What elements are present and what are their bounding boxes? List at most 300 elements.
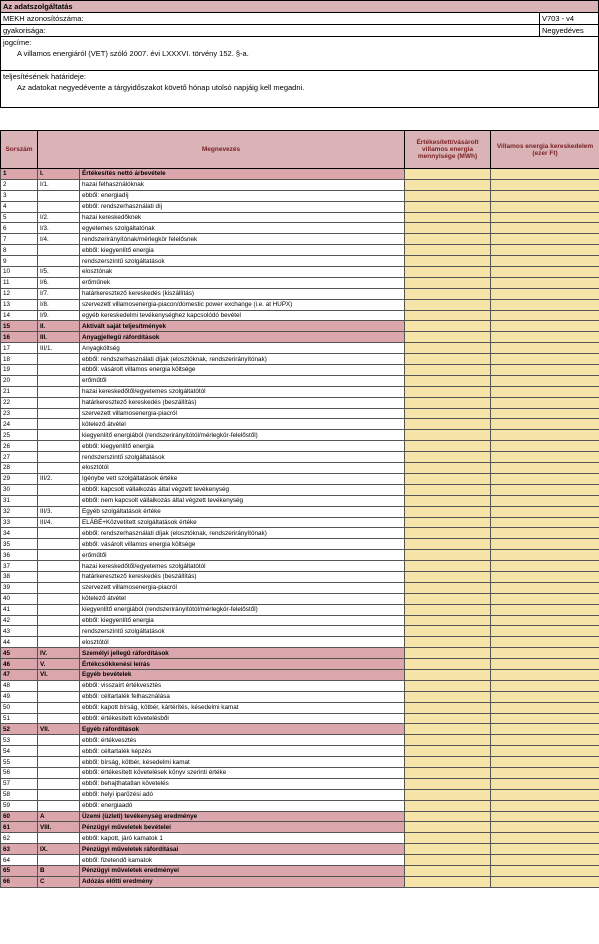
mwh-input-cell[interactable]	[405, 571, 491, 582]
row-number: 53	[1, 735, 38, 746]
table-row	[1, 267, 599, 278]
row-number: 40	[1, 593, 38, 604]
mwh-input-cell[interactable]	[405, 844, 491, 855]
row-number: 17	[1, 343, 38, 354]
ezer-ft-input-cell[interactable]	[491, 680, 599, 691]
mwh-input-cell[interactable]	[405, 245, 491, 256]
row-code	[38, 190, 80, 201]
mwh-input-cell[interactable]	[405, 669, 491, 680]
ezer-ft-input-cell[interactable]	[491, 702, 599, 713]
ezer-ft-input-cell[interactable]	[491, 463, 599, 474]
ezer-ft-input-cell[interactable]	[491, 800, 599, 811]
mwh-input-cell[interactable]	[405, 855, 491, 866]
ezer-ft-input-cell[interactable]	[491, 637, 599, 648]
mwh-input-cell[interactable]	[405, 539, 491, 550]
mwh-input-cell[interactable]	[405, 473, 491, 484]
row-number: 29	[1, 473, 38, 484]
row-label: rendszerirányítónak/mérlegkör felelősnek	[80, 234, 405, 245]
row-number: 3	[1, 190, 38, 201]
ezer-ft-input-cell[interactable]	[491, 343, 599, 354]
mwh-input-cell[interactable]	[405, 680, 491, 691]
table-row	[1, 256, 599, 267]
table-row	[1, 212, 599, 223]
row-number: 2	[1, 179, 38, 190]
frequency-value: Negyedéves	[539, 25, 598, 36]
row-number: 16	[1, 332, 38, 343]
row-label: Üzemi (üzleti) tevékenység eredménye	[80, 811, 405, 822]
mwh-input-cell[interactable]	[405, 767, 491, 778]
mwh-input-cell[interactable]	[405, 724, 491, 735]
row-number: 65	[1, 866, 38, 877]
ezer-ft-input-cell[interactable]	[491, 190, 599, 201]
ezer-ft-input-cell[interactable]	[491, 757, 599, 768]
row-label: határkeresztező kereskedés (beszállítás)	[80, 397, 405, 408]
row-label: határkeresztező kereskedés (beszállítás)	[80, 571, 405, 582]
row-code: IX.	[38, 844, 80, 855]
ezer-ft-input-cell[interactable]	[491, 452, 599, 463]
spacer	[1, 93, 598, 107]
mwh-input-cell[interactable]	[405, 223, 491, 234]
row-number: 59	[1, 800, 38, 811]
table-row	[1, 528, 599, 539]
row-code	[38, 767, 80, 778]
table-row	[1, 539, 599, 550]
table-row	[1, 844, 599, 855]
row-label: ebből: céltartalék felhasználása	[80, 691, 405, 702]
table-row	[1, 833, 599, 844]
row-label: szervezett villamosenergia-piacról	[80, 582, 405, 593]
mwh-input-cell[interactable]	[405, 746, 491, 757]
table-row	[1, 604, 599, 615]
row-code: I/7.	[38, 288, 80, 299]
table-row	[1, 811, 599, 822]
row-number: 24	[1, 419, 38, 430]
ezer-ft-input-cell[interactable]	[491, 767, 599, 778]
row-label: egyéb kereskedelmi tevékenységhez kapcsolódó bevétel	[80, 310, 405, 321]
row-number: 18	[1, 354, 38, 365]
mwh-input-cell[interactable]	[405, 299, 491, 310]
mwh-input-cell[interactable]	[405, 822, 491, 833]
row-code: I/9.	[38, 310, 80, 321]
ezer-ft-input-cell[interactable]	[491, 778, 599, 789]
row-label: Pénzügyi műveletek eredményei	[80, 866, 405, 877]
row-label: ebből: kapott bírság, kötbér, kártérítés, késedelmi kamat	[80, 702, 405, 713]
row-label: ebből: értékesített követelések könyv szerinti értéke	[80, 767, 405, 778]
mwh-input-cell[interactable]	[405, 234, 491, 245]
data-table	[0, 130, 599, 888]
row-code: V.	[38, 659, 80, 670]
ezer-ft-input-cell[interactable]	[491, 321, 599, 332]
table-row	[1, 615, 599, 626]
ezer-ft-input-cell[interactable]	[491, 169, 599, 180]
row-code	[38, 245, 80, 256]
row-number: 37	[1, 561, 38, 572]
row-label: szervezett villamosenergia-piacról	[80, 408, 405, 419]
row-code	[38, 539, 80, 550]
ezer-ft-input-cell[interactable]	[491, 365, 599, 376]
row-code	[38, 365, 80, 376]
row-label: ebből: nem kapcsolt vállalkozás által végzett tevékenység	[80, 495, 405, 506]
row-number: 44	[1, 637, 38, 648]
row-code	[38, 604, 80, 615]
mwh-input-cell[interactable]	[405, 179, 491, 190]
row-label: ebből: céltartalék képzés	[80, 746, 405, 757]
row-label: Értékesítés nettó árbevétele	[80, 169, 405, 180]
mwh-input-cell[interactable]	[405, 615, 491, 626]
table-row	[1, 822, 599, 833]
mwh-input-cell[interactable]	[405, 550, 491, 561]
table-row	[1, 473, 599, 484]
mwh-input-cell[interactable]	[405, 277, 491, 288]
ezer-ft-input-cell[interactable]	[491, 223, 599, 234]
row-code	[38, 571, 80, 582]
mwh-input-cell[interactable]	[405, 212, 491, 223]
ezer-ft-input-cell[interactable]	[491, 539, 599, 550]
mwh-input-cell[interactable]	[405, 713, 491, 724]
ezer-ft-input-cell[interactable]	[491, 626, 599, 637]
table-row	[1, 277, 599, 288]
ezer-ft-input-cell[interactable]	[491, 506, 599, 517]
row-label: elosztótól	[80, 637, 405, 648]
mwh-input-cell[interactable]	[405, 691, 491, 702]
table-row	[1, 452, 599, 463]
row-code	[38, 626, 80, 637]
row-number: 64	[1, 855, 38, 866]
row-code	[38, 256, 80, 267]
row-label: hazai kereskedőtől/egyetemes szolgáltatótól	[80, 386, 405, 397]
mwh-input-cell[interactable]	[405, 375, 491, 386]
row-number: 15	[1, 321, 38, 332]
ezer-ft-input-cell[interactable]	[491, 735, 599, 746]
mwh-input-cell[interactable]	[405, 343, 491, 354]
mwh-input-cell[interactable]	[405, 354, 491, 365]
ezer-ft-input-cell[interactable]	[491, 561, 599, 572]
row-code	[38, 528, 80, 539]
ezer-ft-input-cell[interactable]	[491, 528, 599, 539]
ezer-ft-input-cell[interactable]	[491, 430, 599, 441]
ezer-ft-input-cell[interactable]	[491, 201, 599, 212]
row-number: 58	[1, 789, 38, 800]
mwh-input-cell[interactable]	[405, 604, 491, 615]
ezer-ft-input-cell[interactable]	[491, 604, 599, 615]
row-code: VIII.	[38, 822, 80, 833]
ezer-ft-input-cell[interactable]	[491, 855, 599, 866]
mwh-input-cell[interactable]	[405, 876, 491, 887]
mwh-input-cell[interactable]	[405, 441, 491, 452]
mekh-row	[1, 12, 598, 24]
row-label: ebből: vásárolt villamos energia költsége	[80, 539, 405, 550]
row-number: 14	[1, 310, 38, 321]
row-label: ebből: rendszerhasználati díjak (elosztóknak, rendszerirányítónak)	[80, 354, 405, 365]
ezer-ft-input-cell[interactable]	[491, 386, 599, 397]
ezer-ft-input-cell[interactable]	[491, 550, 599, 561]
row-code	[38, 593, 80, 604]
mwh-input-cell[interactable]	[405, 288, 491, 299]
table-row	[1, 746, 599, 757]
table-row	[1, 517, 599, 528]
row-number: 38	[1, 571, 38, 582]
row-label: ebből: bírság, kötbér, késedelmi kamat	[80, 757, 405, 768]
ezer-ft-input-cell[interactable]	[491, 615, 599, 626]
mwh-input-cell[interactable]	[405, 582, 491, 593]
row-code	[38, 778, 80, 789]
table-row	[1, 582, 599, 593]
ezer-ft-input-cell[interactable]	[491, 822, 599, 833]
row-label: ebből: kiegyenlítő energia	[80, 245, 405, 256]
deadline-label: teljesítésének határideje:	[1, 70, 598, 82]
row-number: 52	[1, 724, 38, 735]
ezer-ft-input-cell[interactable]	[491, 648, 599, 659]
ezer-ft-input-cell[interactable]	[491, 473, 599, 484]
ezer-ft-input-cell[interactable]	[491, 310, 599, 321]
col-header-kereskedelem: Villamos energia kereskedelem (ezer Ft)	[491, 131, 599, 169]
header-title: Az adatszolgáltatás	[1, 1, 598, 12]
table-header-row	[1, 131, 599, 169]
mwh-input-cell[interactable]	[405, 811, 491, 822]
ezer-ft-input-cell[interactable]	[491, 691, 599, 702]
row-code	[38, 386, 80, 397]
row-code	[38, 452, 80, 463]
ezer-ft-input-cell[interactable]	[491, 659, 599, 670]
ezer-ft-input-cell[interactable]	[491, 179, 599, 190]
table-row	[1, 855, 599, 866]
mwh-input-cell[interactable]	[405, 800, 491, 811]
table-row	[1, 463, 599, 474]
ezer-ft-input-cell[interactable]	[491, 484, 599, 495]
table-row	[1, 430, 599, 441]
ezer-ft-input-cell[interactable]	[491, 375, 599, 386]
mwh-input-cell[interactable]	[405, 169, 491, 180]
table-row	[1, 735, 599, 746]
row-code	[38, 757, 80, 768]
table-row	[1, 299, 599, 310]
row-number: 1	[1, 169, 38, 180]
row-code	[38, 800, 80, 811]
row-label: ebből: értékesített követelésből	[80, 713, 405, 724]
table-row	[1, 724, 599, 735]
table-row	[1, 778, 599, 789]
row-label: ebből: visszaírt értékvesztés	[80, 680, 405, 691]
row-label: hazai felhasználóknak	[80, 179, 405, 190]
row-number: 27	[1, 452, 38, 463]
table-row	[1, 332, 599, 343]
table-row	[1, 506, 599, 517]
mwh-input-cell[interactable]	[405, 735, 491, 746]
row-label: kiegyenlítő energiából (rendszerirányítótól/mérlegkör-felelőstől)	[80, 430, 405, 441]
table-row	[1, 375, 599, 386]
ezer-ft-input-cell[interactable]	[491, 876, 599, 887]
row-number: 26	[1, 441, 38, 452]
row-code: I/1.	[38, 179, 80, 190]
mwh-input-cell[interactable]	[405, 517, 491, 528]
mwh-input-cell[interactable]	[405, 506, 491, 517]
row-label: ELÁBÉ+Közvetített szolgáltatások értéke	[80, 517, 405, 528]
ezer-ft-input-cell[interactable]	[491, 866, 599, 877]
table-row	[1, 561, 599, 572]
mwh-input-cell[interactable]	[405, 593, 491, 604]
ezer-ft-input-cell[interactable]	[491, 419, 599, 430]
mwh-input-cell[interactable]	[405, 789, 491, 800]
row-label: ebből: helyi iparűzési adó	[80, 789, 405, 800]
mwh-input-cell[interactable]	[405, 365, 491, 376]
row-label: erőműnek	[80, 277, 405, 288]
row-code: A	[38, 811, 80, 822]
row-code	[38, 463, 80, 474]
row-number: 10	[1, 267, 38, 278]
mwh-input-cell[interactable]	[405, 201, 491, 212]
row-code: III/1.	[38, 343, 80, 354]
ezer-ft-input-cell[interactable]	[491, 256, 599, 267]
row-number: 31	[1, 495, 38, 506]
mwh-input-cell[interactable]	[405, 463, 491, 474]
mwh-input-cell[interactable]	[405, 757, 491, 768]
mwh-input-cell[interactable]	[405, 397, 491, 408]
table-row	[1, 495, 599, 506]
row-number: 28	[1, 463, 38, 474]
row-label: ebből: rendszerhasználati díjak (elosztóknak, rendszerirányítónak)	[80, 528, 405, 539]
mwh-input-cell[interactable]	[405, 419, 491, 430]
mwh-input-cell[interactable]	[405, 267, 491, 278]
ezer-ft-input-cell[interactable]	[491, 724, 599, 735]
table-row	[1, 626, 599, 637]
header-panel	[0, 0, 599, 108]
table-row	[1, 713, 599, 724]
row-label: rendszerszintű szolgáltatások	[80, 256, 405, 267]
ezer-ft-input-cell[interactable]	[491, 571, 599, 582]
row-number: 19	[1, 365, 38, 376]
table-row	[1, 288, 599, 299]
table-row	[1, 767, 599, 778]
ezer-ft-input-cell[interactable]	[491, 811, 599, 822]
row-label: szervezett villamosenergia-piacon/domestic power exchange (i.e. at HUPX)	[80, 299, 405, 310]
frequency-row	[1, 24, 598, 36]
row-number: 60	[1, 811, 38, 822]
row-code: III.	[38, 332, 80, 343]
mwh-input-cell[interactable]	[405, 310, 491, 321]
table-row	[1, 419, 599, 430]
ezer-ft-input-cell[interactable]	[491, 593, 599, 604]
row-label: ebből: energiadíj	[80, 190, 405, 201]
row-code	[38, 408, 80, 419]
row-code	[38, 691, 80, 702]
row-code	[38, 354, 80, 365]
mwh-input-cell[interactable]	[405, 190, 491, 201]
ezer-ft-input-cell[interactable]	[491, 746, 599, 757]
ezer-ft-input-cell[interactable]	[491, 234, 599, 245]
row-label: Igénybe vett szolgáltatások értéke	[80, 473, 405, 484]
mwh-input-cell[interactable]	[405, 659, 491, 670]
mwh-input-cell[interactable]	[405, 386, 491, 397]
row-label: ebből: kapcsolt vállalkozás által végzett tevékenység	[80, 484, 405, 495]
mwh-input-cell[interactable]	[405, 256, 491, 267]
row-code: III/4.	[38, 517, 80, 528]
ezer-ft-input-cell[interactable]	[491, 299, 599, 310]
row-code: I/8.	[38, 299, 80, 310]
row-label: hazai kereskedőknek	[80, 212, 405, 223]
row-number: 36	[1, 550, 38, 561]
row-number: 42	[1, 615, 38, 626]
row-label: egyetemes szolgáltatónak	[80, 223, 405, 234]
ezer-ft-input-cell[interactable]	[491, 267, 599, 278]
mwh-input-cell[interactable]	[405, 702, 491, 713]
row-label: Egyéb bevételek	[80, 669, 405, 680]
row-label: Értékcsökkenési leírás	[80, 659, 405, 670]
ezer-ft-input-cell[interactable]	[491, 582, 599, 593]
mwh-input-cell[interactable]	[405, 561, 491, 572]
row-label: hazai kereskedőtől/egyetemes szolgáltatótól	[80, 561, 405, 572]
mwh-input-cell[interactable]	[405, 866, 491, 877]
row-code	[38, 789, 80, 800]
ezer-ft-input-cell[interactable]	[491, 833, 599, 844]
mwh-input-cell[interactable]	[405, 648, 491, 659]
row-code	[38, 495, 80, 506]
ezer-ft-input-cell[interactable]	[491, 669, 599, 680]
ezer-ft-input-cell[interactable]	[491, 332, 599, 343]
ezer-ft-input-cell[interactable]	[491, 789, 599, 800]
row-code	[38, 855, 80, 866]
mekh-value: V703 - v4	[539, 13, 598, 24]
ezer-ft-input-cell[interactable]	[491, 713, 599, 724]
mwh-input-cell[interactable]	[405, 778, 491, 789]
mwh-input-cell[interactable]	[405, 452, 491, 463]
row-label: Személyi jellegű ráfordítások	[80, 648, 405, 659]
ezer-ft-input-cell[interactable]	[491, 495, 599, 506]
mwh-input-cell[interactable]	[405, 430, 491, 441]
table-row	[1, 408, 599, 419]
mwh-input-cell[interactable]	[405, 637, 491, 648]
mwh-input-cell[interactable]	[405, 332, 491, 343]
table-row	[1, 321, 599, 332]
row-number: 41	[1, 604, 38, 615]
ezer-ft-input-cell[interactable]	[491, 517, 599, 528]
mwh-input-cell[interactable]	[405, 495, 491, 506]
row-label: Pénzügyi műveletek bevételei	[80, 822, 405, 833]
ezer-ft-input-cell[interactable]	[491, 212, 599, 223]
ezer-ft-input-cell[interactable]	[491, 288, 599, 299]
row-code	[38, 375, 80, 386]
ezer-ft-input-cell[interactable]	[491, 408, 599, 419]
mwh-input-cell[interactable]	[405, 484, 491, 495]
row-number: 33	[1, 517, 38, 528]
row-label: rendszerszintű szolgáltatások	[80, 626, 405, 637]
row-number: 30	[1, 484, 38, 495]
mwh-input-cell[interactable]	[405, 528, 491, 539]
mwh-input-cell[interactable]	[405, 626, 491, 637]
ezer-ft-input-cell[interactable]	[491, 844, 599, 855]
table-row	[1, 757, 599, 768]
mwh-input-cell[interactable]	[405, 321, 491, 332]
table-row	[1, 354, 599, 365]
table-row	[1, 179, 599, 190]
table-row	[1, 365, 599, 376]
row-code	[38, 430, 80, 441]
ezer-ft-input-cell[interactable]	[491, 441, 599, 452]
ezer-ft-input-cell[interactable]	[491, 397, 599, 408]
row-code	[38, 201, 80, 212]
row-label: kötelező átvétel	[80, 419, 405, 430]
row-label: ebből: vásárolt villamos energia költsége	[80, 365, 405, 376]
table-row	[1, 310, 599, 321]
ezer-ft-input-cell[interactable]	[491, 245, 599, 256]
mekh-label: MEKH azonosítószáma:	[3, 14, 84, 23]
ezer-ft-input-cell[interactable]	[491, 354, 599, 365]
row-label: ebből: kapott, járó kamatok 1	[80, 833, 405, 844]
mwh-input-cell[interactable]	[405, 833, 491, 844]
ezer-ft-input-cell[interactable]	[491, 277, 599, 288]
table-row	[1, 343, 599, 354]
row-code	[38, 735, 80, 746]
mwh-input-cell[interactable]	[405, 408, 491, 419]
